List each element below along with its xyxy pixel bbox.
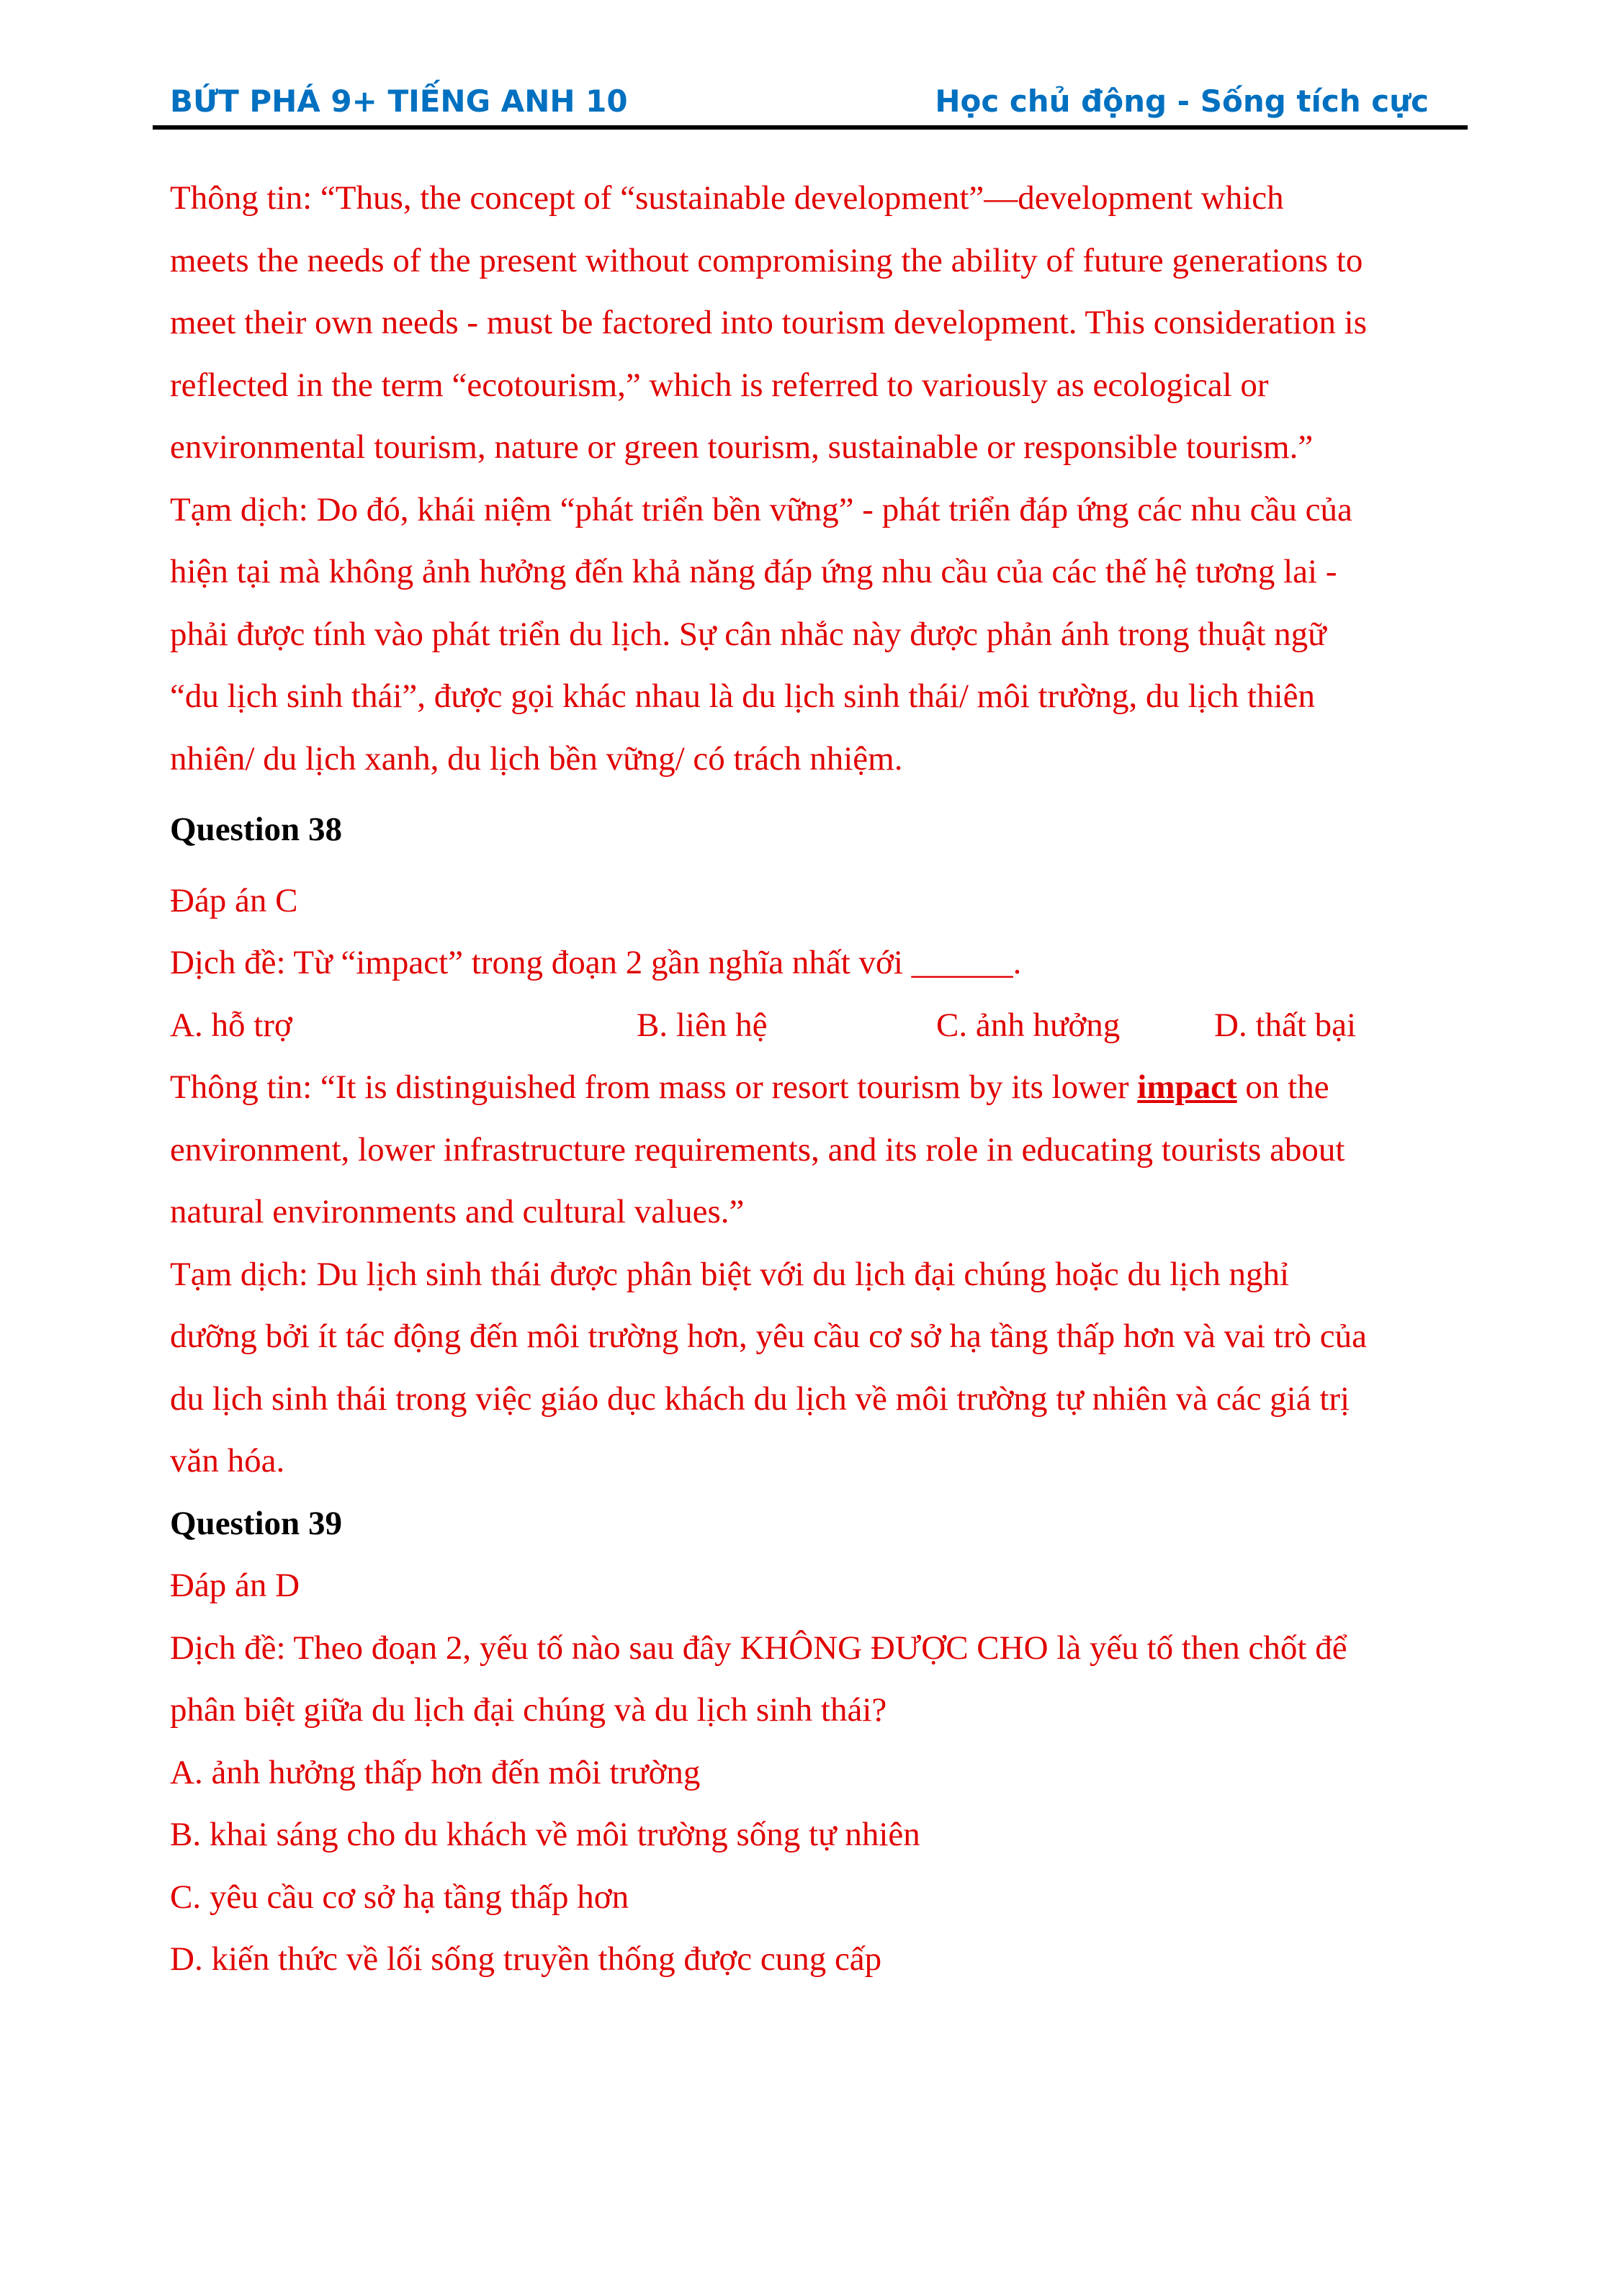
text-line: environment, lower infrastructure requirements, and its role in educating tourists about: [170, 1130, 1345, 1169]
option-d: D. thất bại: [1214, 1006, 1357, 1044]
text-line: hiện tại mà không ảnh hưởng đến khả năng đáp ứng nhu cầu của các thế hệ tương lai -: [170, 553, 1337, 590]
option-b: B. liên hệ: [637, 1006, 768, 1044]
text-line: “du lịch sinh thái”, được gọi khác nhau là du lịch sinh thái/ môi trường, du lịch thiên: [170, 677, 1315, 715]
text-line: dưỡng bởi ít tác động đến môi trường hơn, yêu cầu cơ sở hạ tầng thấp hơn và vai trò của: [170, 1318, 1367, 1355]
q38-translation: [170, 1243, 1459, 1493]
text-line: Tạm dịch: Du lịch sinh thái được phân biệt với du lịch đại chúng hoặc du lịch nghỉ: [170, 1255, 1290, 1293]
header-title: BỨT PHÁ 9+ TIẾNG ANH 10: [170, 84, 628, 119]
text-line: phải được tính vào phát triển du lịch. Sự cân nhắc này được phản ánh trong thuật ngữ: [170, 615, 1327, 653]
text-line: văn hóa.: [170, 1442, 285, 1480]
header-divider: [153, 125, 1468, 130]
text-line: meets the needs of the present without compromising the ability of future generations to: [170, 241, 1363, 279]
text-line: meet their own needs - must be factored into tourism development. This consideration is: [170, 304, 1368, 341]
question-39-prompt: phân biệt giữa du lịch đại chúng và du lịch sinh thái?: [170, 1691, 887, 1729]
q38-info: [170, 1056, 1459, 1243]
text-line: environmental tourism, nature or green tourism, sustainable or responsible tourism.”: [170, 428, 1314, 466]
text-line: [170, 1056, 1459, 1119]
header-slogan: Học chủ động - Sống tích cực: [935, 84, 1429, 119]
info-text: Thông tin: “It is distinguished from mass or resort tourism by its lower: [170, 1068, 1138, 1106]
option-b: B. khai sáng cho du khách về môi trường sống tự nhiên: [170, 1816, 920, 1853]
option-c: C. ảnh hưởng: [936, 1006, 1121, 1044]
question-38-title: Question 38: [170, 811, 342, 848]
page-header: [170, 79, 1450, 130]
option-c: C. yêu cầu cơ sở hạ tầng thấp hơn: [170, 1878, 629, 1916]
text-line: reflected in the term “ecotourism,” which is referred to variously as ecological or: [170, 366, 1269, 404]
text-line: natural environments and cultural values.”: [170, 1193, 745, 1230]
document-body: [170, 167, 1459, 1991]
question-39-title: Question 39: [170, 1504, 342, 1542]
highlighted-keyword: impact: [1137, 1068, 1237, 1106]
question-38-answer: Đáp án C: [170, 881, 298, 919]
q37-info: [170, 167, 1459, 479]
option-d: D. kiến thức về lối sống truyền thống được cung cấp: [170, 1940, 882, 1978]
text-line: Thông tin: “Thus, the concept of “sustainable development”—development which: [170, 179, 1284, 217]
question-38-prompt: Dịch đề: Từ “impact” trong đoạn 2 gần nghĩa nhất với ______.: [170, 944, 1022, 981]
option-a: A. ảnh hưởng thấp hơn đến môi trường: [170, 1753, 701, 1791]
info-text: on the: [1236, 1068, 1329, 1106]
text-line: nhiên/ du lịch xanh, du lịch bền vững/ có trách nhiệm.: [170, 739, 903, 778]
question-39-prompt: Dịch đề: Theo đoạn 2, yếu tố nào sau đây KHÔNG ĐƯỢC CHO là yếu tố then chốt để: [170, 1629, 1347, 1667]
question-38-options: [170, 994, 1459, 1057]
text-line: Tạm dịch: Do đó, khái niệm “phát triển bền vững” - phát triển đáp ứng các nhu cầu của: [170, 490, 1352, 528]
text-line: du lịch sinh thái trong việc giáo dục khách du lịch về môi trường tự nhiên và các giá trị: [170, 1379, 1350, 1418]
q37-translation: [170, 479, 1459, 791]
option-a: A. hỗ trợ: [170, 1006, 292, 1044]
question-39-answer: Đáp án D: [170, 1567, 300, 1604]
